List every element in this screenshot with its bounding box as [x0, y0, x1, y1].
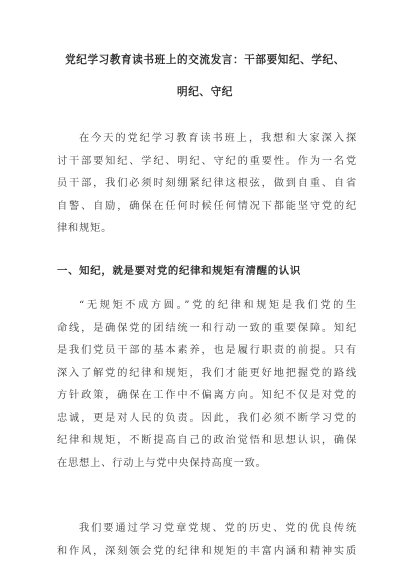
paragraph-line: 是我们党员干部的基本素养，也是履行职责的前提。只有: [57, 345, 357, 356]
paragraph-line: 我们要通过学习党章党规、党的历史、党的优良传统: [79, 523, 357, 534]
paragraph-intro: [57, 128, 357, 241]
document-title-line-1: 党纪学习教育读书班上的交流发言：干部要知纪、学纪、: [65, 54, 345, 66]
paragraph-line: 和作风，深刻领会党的纪律和规矩的丰富内涵和精神实质: [57, 545, 357, 557]
paragraph-line: 命线，是确保党的团结统一和行动一致的重要保障。知纪: [57, 322, 357, 334]
paragraph-line: 员干部，我们必须时刻绷紧纪律这根弦，做到自重、自省: [57, 178, 357, 189]
paragraph-section-1: [57, 295, 357, 475]
paragraph-line: 自警、自励，确保在任何时候任何情况下都能坚守党的纪: [57, 200, 357, 212]
paragraph-line: 方针政策，确保在工作中不偏离方向。知纪不仅是对党的: [57, 390, 357, 401]
paragraph-line: “无规矩不成方圆。”党的纪律和规矩是我们党的生: [79, 300, 357, 311]
section-heading-1: 一、知纪，就是要对党的纪律和规矩有清醒的认识: [57, 265, 301, 277]
paragraph-line: 在思想上、行动上与党中央保持高度一致。: [57, 457, 267, 469]
paragraph-section-1-continued: [57, 518, 357, 563]
paragraph-line: 忠诚，更是对人民的负责。因此，我们必须不断学习党的: [57, 412, 357, 424]
paragraph-line: 深入了解党的纪律和规矩，我们才能更好地把握党的路线: [57, 367, 357, 379]
paragraph-line: 纪律和规矩，不断提高自己的政治觉悟和思想认识，确保: [57, 435, 357, 446]
paragraph-line: 律和规矩。: [57, 223, 113, 234]
paragraph-line: 讨干部要知纪、学纪、明纪、守纪的重要性。作为一名党: [57, 155, 357, 167]
paragraph-line: 在今天的党纪学习教育读书班上，我想和大家深入探: [79, 133, 357, 144]
document-title-line-2: 明纪、守纪: [177, 86, 233, 98]
